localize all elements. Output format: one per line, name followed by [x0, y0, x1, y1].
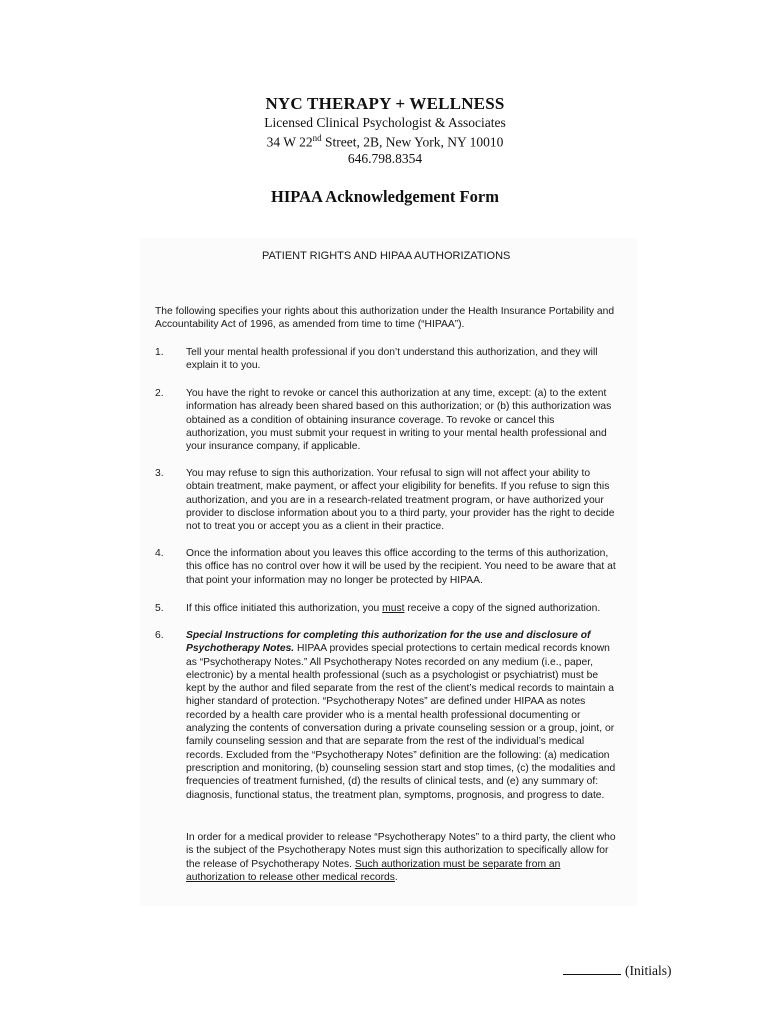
org-address [0, 133, 770, 151]
closing-text-pre: In order for a medical provider to release “Psychotherapy Notes” to a third party, the client who is the subject of the Psychotherapy Notes must sign this authorization to specifically allow for the release of Psychotherapy Notes. [186, 832, 616, 870]
intro-text: The following specifies your rights about this authorization under the Health Insurance Portability and Accountability Act of 1996, as amended from time to time (“HIPAA”). [155, 306, 615, 331]
item-number: 3. [155, 468, 164, 479]
section-title: PATIENT RIGHTS AND HIPAA AUTHORIZATIONS [262, 250, 511, 262]
intro-paragraph [155, 305, 617, 332]
item-text: Once the information about you leaves this office according to the terms of this authorization, this office has no control over how it will be used by the recipient. You need to be aware that at that point your information may no longer be protected by HIPAA. [186, 548, 616, 586]
item-text-post: receive a copy of the signed authorization. [404, 603, 601, 614]
form-title: HIPAA Acknowledgement Form [271, 187, 499, 206]
initials-label: (Initials) [625, 963, 672, 978]
item-text-bold: Special Instructions for completing this authorization for the use and disclosure of Psychotherapy Notes. [186, 630, 591, 655]
initials-blank-line[interactable] [563, 962, 621, 975]
org-subtitle: Licensed Clinical Psychologist & Associates [264, 115, 506, 130]
item-number: 2. [155, 388, 164, 399]
item-text-underlined: must [382, 603, 405, 614]
initials-field [563, 962, 672, 979]
closing-text-post: . [394, 871, 398, 883]
item-number: 1. [155, 347, 164, 358]
address-street: Street, 2B, New York, NY 10010 [321, 134, 504, 150]
item-text: You may refuse to sign this authorization. Your refusal to sign will not affect your ability to obtain treatment, make payment, or affect your eligibility for benefits. If you refuse to sign this authorization, and you are in a research-related treatment program, or have authorized your provider to disclose information about you to a third party, your provider has the right to decide not to treat you or accept you as a client in their practice. [186, 468, 615, 533]
org-phone: 646.798.8354 [347, 151, 423, 166]
address-ordinal: nd [312, 133, 322, 143]
address-number: 34 W 22 [266, 134, 313, 150]
item-text [186, 629, 618, 802]
org-name: NYC THERAPY + WELLNESS [265, 94, 505, 113]
item-text: Tell your mental health professional if you don’t understand this authorization, and they will explain it to you. [186, 347, 598, 372]
item-number: 4. [155, 548, 164, 559]
item-text-body: HIPAA provides special protections to certain medical records known as “Psychotherapy Notes.” All Psychotherapy Notes recorded on any medium (i.e., paper, electronic) by a mental health professional (such as a psychologist or psychiatrist) must be kept by the author and filed separate from the rest of the client’s medical records to maintain a higher standard of protection. “Psychotherapy Notes” are defined under HIPAA as notes recorded by a health care provider who is a mental health professional documenting or analyzing the contents of conversation during a private counseling session or a group, joint, or family counseling session and that are separate from the rest of the individual’s medical records. Excluded from the “Psychotherapy Notes” definition are the following: (a) medication prescription and monitoring, (b) counseling session start and stop times, (c) the modalities and frequencies of treatment furnished, (d) the results of clinical tests, and (e) any summary of: diagnosis, functional status, the treatment plan, symptoms, prognosis, and progress to date. [186, 643, 616, 801]
item-text [186, 602, 618, 615]
item-text-pre: If this office initiated this authorization, you [186, 603, 383, 614]
closing-text [186, 831, 618, 884]
item-number: 5. [155, 603, 164, 614]
closing-text-underlined: Such authorization must be separate from an authorization to release other medical records [186, 858, 561, 883]
item-text: You have the right to revoke or cancel this authorization at any time, except: (a) to the extent information has already been shared based on this authorization; or (b) this authorization was obtained as a condition of obtaining insurance coverage. To revoke or cancel this authorization, you must submit your request in writing to your mental health professional and your insurance company, if applicable. [186, 388, 612, 453]
item-number: 6. [155, 630, 164, 641]
